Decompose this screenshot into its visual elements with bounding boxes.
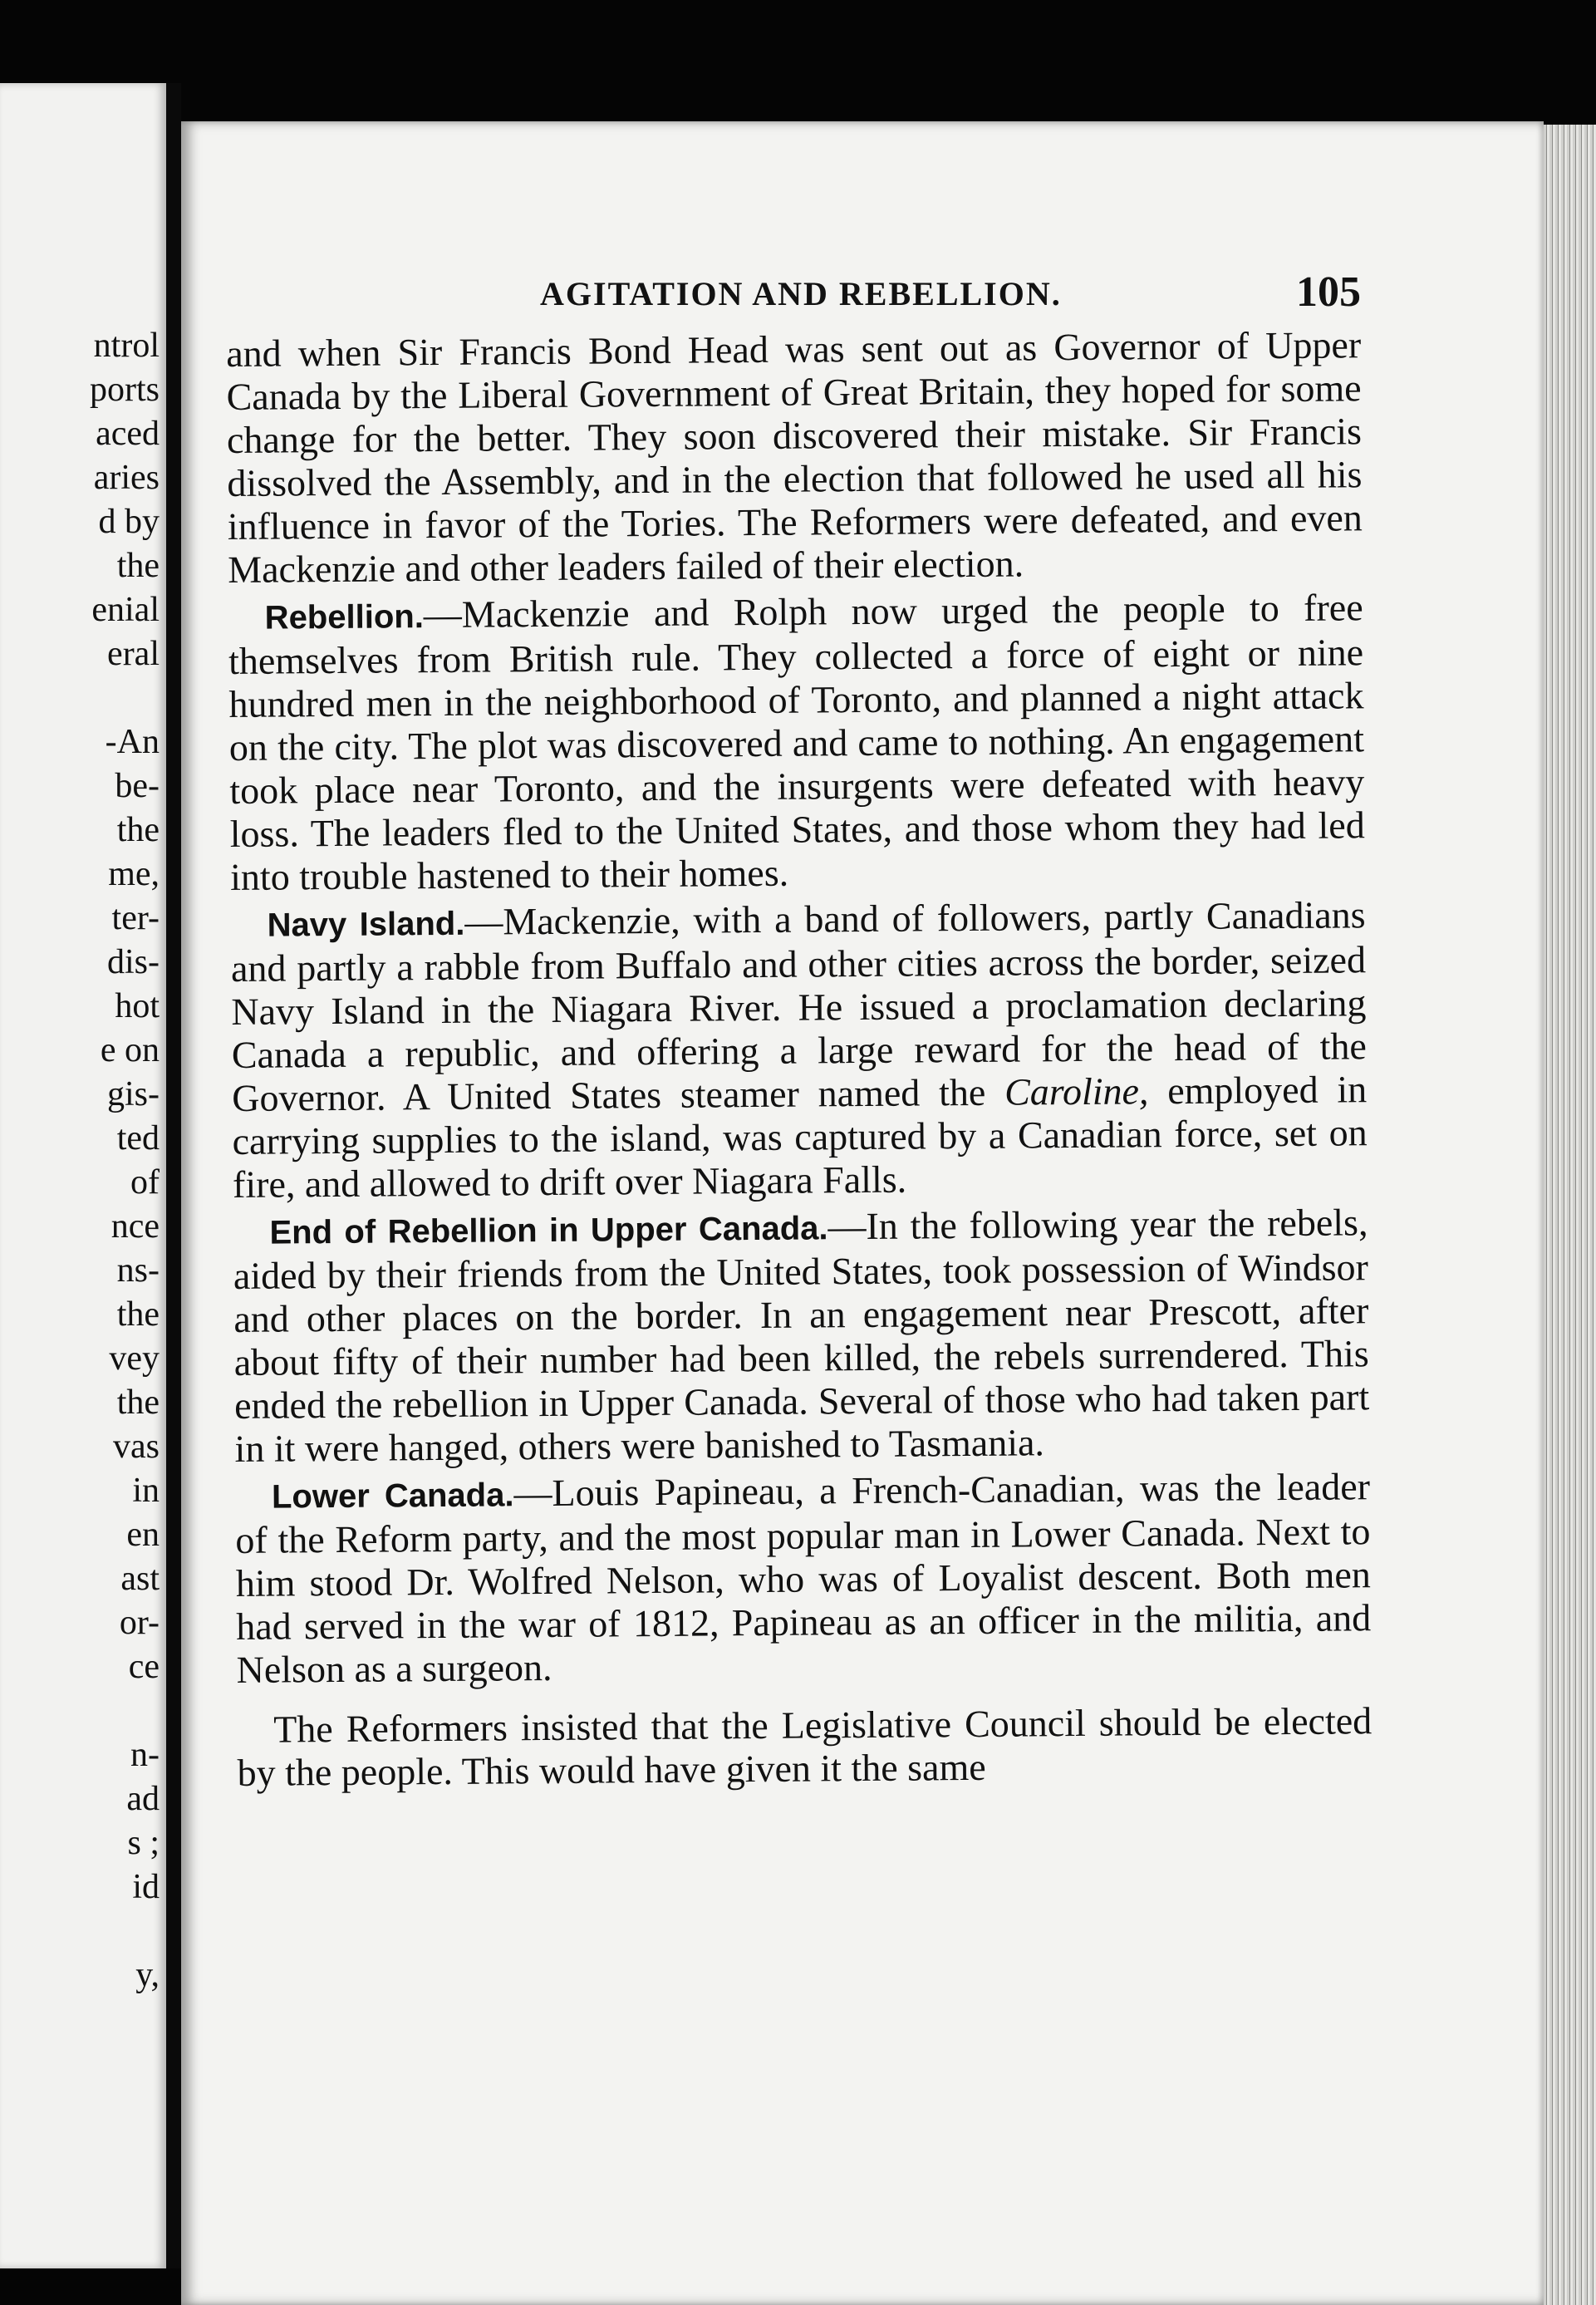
- section-heading: Navy Island.: [267, 905, 465, 944]
- page-number: 105: [1296, 268, 1361, 316]
- previous-page-fragment: [0, 83, 166, 2268]
- ship-name: Caroline,: [1004, 1069, 1149, 1113]
- paragraph-text: and when Sir Francis Bond Head was sent out as Governor of Upper Canada by the Liberal Government of Great Britain, they hoped for some change for the better. They soon discovered their mistake. Sir Francis dissolved the Assembly, and in the election that followed he used all his influence in favor of the Tories. The Reformers were defeated, and even Mackenzie and other leaders failed of their election.: [226, 323, 1363, 591]
- running-head: AGITATION AND REBELLION.: [540, 275, 1062, 312]
- paragraph-text: employed in carrying supplies to the island, was captured by a Canadian force, set on fire, and allowed to drift over Niagara Falls.: [232, 1068, 1368, 1206]
- previous-page-text: ntrol ports aced aries d by the enial eral -An be- the me, ter- dis- hot e on gis- ted of nce ns- the vey the vas in en ast or- ce n- ad s ; id y,: [90, 327, 160, 1994]
- paragraph-text: The Reformers insisted that the Legislative Council should be elected by the people. This would have given it the same: [237, 1699, 1373, 1794]
- paragraph-lower-canada: [235, 1465, 1372, 1692]
- section-heading: Rebellion.: [264, 598, 425, 636]
- paragraph-rebellion: [228, 586, 1365, 899]
- paragraph-text: —In the following year the rebels, aided by their friends from the United States, took possession of Windsor and other places on the border. In an engagement near Prescott, after about fifty of their number had been killed, the rebels surrendered. This ended the rebellion in Upper Canada. Several of those who had taken part in it were hanged, others were banished to Tasmania.: [233, 1201, 1370, 1470]
- paragraph-text: —Mackenzie and Rolph now urged the people to free themselves from British rule. They collected a force of eight or nine hundred men in the neighborhood of Toronto, and planned a night attack on the city. The plot was discovered and came to nothing. An engagement took place near Toronto, and the insurgents were defeated with heavy loss. The leaders fled to the United States, and those whom they had led into trouble hastened to their homes.: [228, 586, 1365, 898]
- paragraph-navy-island: [230, 893, 1368, 1207]
- section-heading: End of Rebellion in Upper Canada.: [269, 1210, 828, 1251]
- page-edges: [1544, 125, 1596, 2305]
- body-text: [226, 323, 1373, 1798]
- paragraph-end-of-rebellion: [233, 1201, 1369, 1471]
- paragraph-text: —Mackenzie, with a band of followers, partly Canadians and partly a rabble from Buffalo and other cities across the border, seized Navy Island in the Niagara River. He issued a proclamation declaring Canada a republic, and offering a large reward for the head of the Governor. A United States steamer named the: [230, 893, 1367, 1119]
- book-gutter: [166, 83, 181, 2268]
- section-heading: Lower Canada.: [271, 1477, 514, 1516]
- paragraph-continuation: [226, 323, 1363, 592]
- paragraph-text: —Louis Papineau, a French-Canadian, was the leader of the Reform party, and the most popular man in Lower Canada. Next to him stood Dr. Wolfred Nelson, who was of Loyalist descent. Both men had served in the war of 1812, Papineau as an officer in the militia, and Nelson as a surgeon.: [235, 1465, 1372, 1691]
- paragraph-reformers: [237, 1699, 1373, 1795]
